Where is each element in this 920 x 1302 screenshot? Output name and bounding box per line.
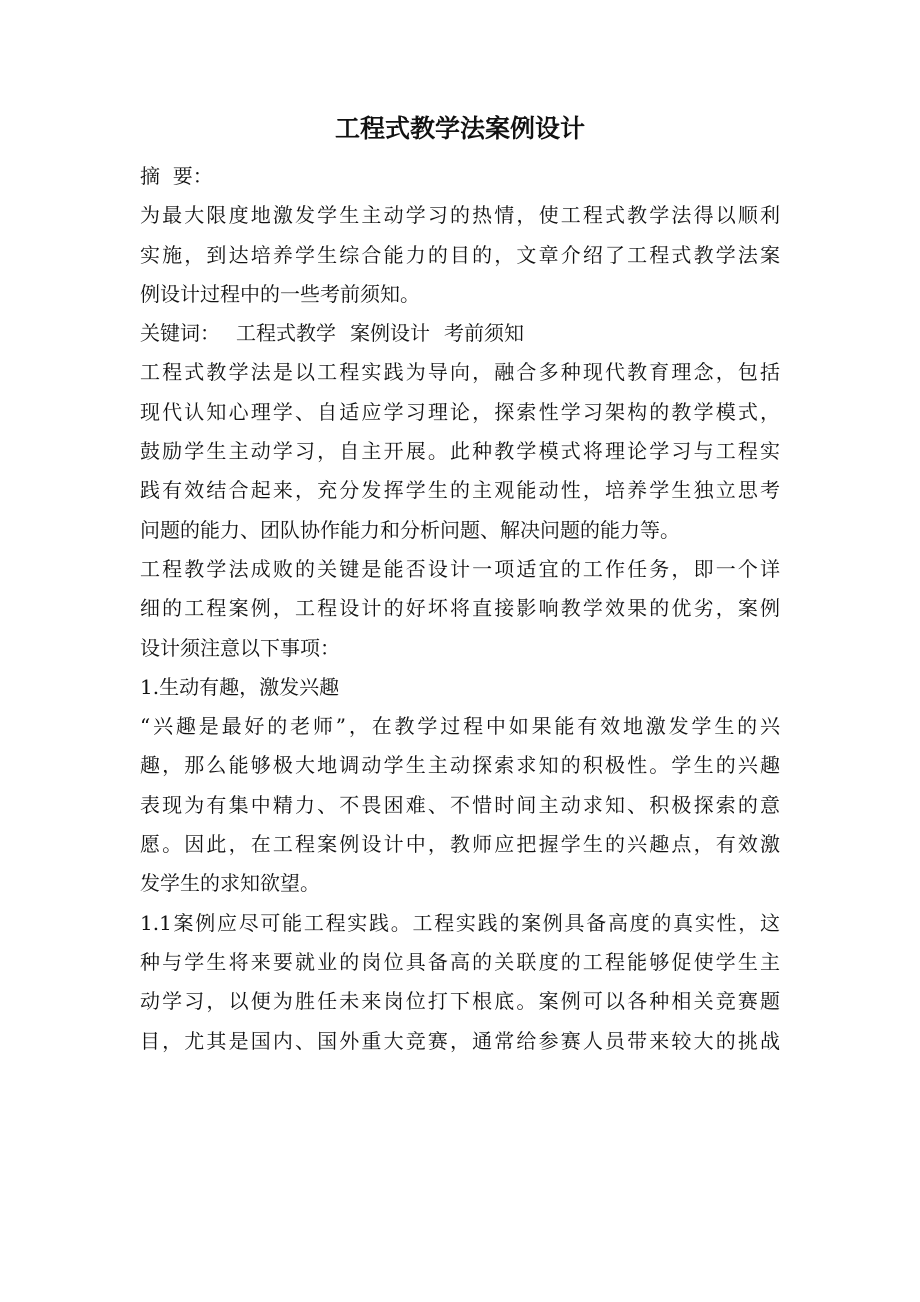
paragraph-line: 愿。因此，在工程案例设计中，教师应把握学生的兴趣点，有效激 (140, 832, 780, 857)
paragraph-line: 动学习，以便为胜任未来岗位打下根底。案例可以各种相关竞赛题 (140, 989, 780, 1014)
keywords-label: 关键词： (140, 321, 220, 346)
paragraph-line: 种与学生将来要就业的岗位具备高的关联度的工程能够促使学生主 (140, 949, 780, 974)
paragraph-line: 目，尤其是国内、国外重大竞赛，通常给参赛人员带来较大的挑战 (140, 1028, 780, 1053)
keyword: 案例设计 (350, 321, 430, 346)
paragraph-line: 细的工程案例，工程设计的好坏将直接影响教学效果的优劣，案例 (140, 596, 780, 621)
paragraph-line: 发学生的求知欲望。 (140, 871, 320, 896)
document-title: 工程式教学法案例设计 (334, 114, 585, 143)
abstract-label: 摘 要： (140, 164, 213, 188)
paragraph-line: 现代认知心理学、自适应学习理论，探索性学习架构的教学模式， (140, 399, 780, 424)
keyword: 考前须知 (444, 321, 524, 346)
keywords-line (140, 314, 780, 353)
keyword: 工程式教学 (236, 321, 336, 346)
paragraph-line: 工程教学法成败的关键是能否设计一项适宜的工作任务，即一个详 (140, 556, 780, 581)
paragraph-line: “兴趣是最好的老师”，在教学过程中如果能有效地激发学生的兴 (140, 714, 780, 739)
abstract-line: 例设计过程中的一些考前须知。 (140, 281, 420, 306)
paragraph-line: 工程式教学法是以工程实践为导向，融合多种现代教育理念，包括 (140, 360, 780, 385)
paragraph-line: 趣，那么能够极大地调动学生主动探索求知的积极性。学生的兴趣 (140, 753, 780, 778)
section-heading: 1.生动有趣，激发兴趣 (140, 674, 340, 699)
paragraph-line: 践有效结合起来，充分发挥学生的主观能动性，培养学生独立思考 (140, 478, 780, 503)
abstract-line: 为最大限度地激发学生主动学习的热情，使工程式教学法得以顺利 (140, 203, 780, 228)
paragraph-line: 设计须注意以下事项： (140, 635, 340, 660)
paragraph-line: 鼓励学生主动学习，自主开展。此种教学模式将理论学习与工程实 (140, 439, 780, 464)
paragraph-line: 表现为有集中精力、不畏困难、不惜时间主动求知、积极探索的意 (140, 792, 780, 817)
document-body (140, 157, 780, 1061)
paragraph-line: 1.1案例应尽可能工程实践。工程实践的案例具备高度的真实性，这 (140, 910, 780, 935)
paragraph-line: 问题的能力、团队协作能力和分析问题、解决问题的能力等。 (140, 517, 680, 542)
abstract-line: 实施，到达培养学生综合能力的目的，文章介绍了工程式教学法案 (140, 242, 780, 267)
